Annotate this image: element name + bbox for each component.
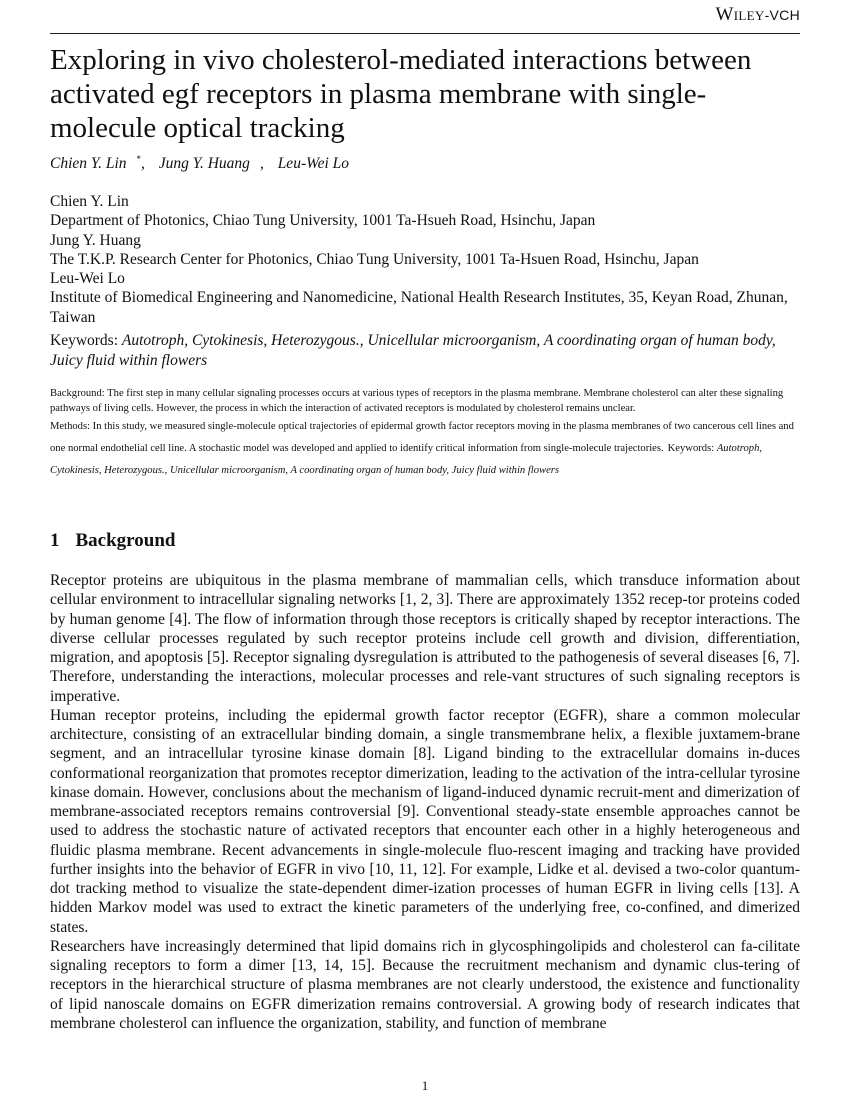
author-list	[50, 154, 369, 173]
affiliation-name: Chien Y. Lin	[50, 193, 129, 210]
paragraph: Receptor proteins are ubiquitous in the plasma membrane of mammalian cells, which transduce information about cellular environment to intracellular signaling networks [1, 2, 3]. There are approximately 1352 recep-tor proteins coded by human genome [4]. The flow of information through those receptors is critically shaped by receptor interactions. The diverse cellular processes regulated by such receptor proteins include cell growth and division, differentiation, migration, and apoptosis [5]. Receptor signaling dysregulation is attributed to the pathogenesis of several diseases [6, 7]. Therefore, understanding the interactions, molecular processes and rele-vant structures of such signaling receptors is imperative.	[50, 572, 800, 705]
publisher-logo	[716, 4, 800, 26]
section-number: 1	[50, 530, 60, 551]
abstract-keywords-text: Autotroph, Cytokinesis, Heterozygous., Unicellular microorganism, A coordinating organ of human body, Juicy fluid within flowers	[50, 443, 763, 476]
page-header	[50, 0, 800, 34]
author-name: Chien Y. Lin	[50, 155, 127, 173]
abstract-methods-block	[50, 416, 800, 482]
author: Jung Y. Huang ,	[158, 155, 264, 173]
keywords	[50, 331, 800, 370]
author: Chien Y. Lin *,	[50, 154, 145, 173]
paper-title: Exploring in vivo cholesterol-mediated interactions between activated egf receptors in plasma membrane with single-molecule optical tracking	[50, 44, 752, 144]
abstract-keywords-label: Keywords:	[667, 443, 715, 454]
keywords-text: Autotroph, Cytokinesis, Heterozygous., Unicellular microorganism, A coordinating organ of human body, Juicy fluid within flowers	[50, 332, 776, 369]
keywords-label: Keywords:	[50, 332, 119, 349]
publisher-suffix: -VCH	[764, 7, 800, 23]
affiliation-name: Leu-Wei Lo	[50, 270, 125, 288]
paragraph: Researchers have increasingly determined that lipid domains rich in glycosphingolipids and cholesterol can fa-cilitate signaling receptors to form a dimer [13, 14, 15]. Because the recruitment mechanism and dynamic clus-tering of receptors in the hierarchical structure of plasma membranes are not clearly understood, the existence and functionality of lipid nanoscale domains on EGFR dimerization remains controversial. A growing body of research indicates that membrane cholesterol can influence the organization, stability, and function of membrane	[50, 937, 800, 1032]
author	[278, 155, 359, 172]
affiliation-address: Institute of Biomedical Engineering and Nanomedicine, National Health Research Institutes, 35, Keyan Road, Zhunan, Taiwan	[50, 289, 788, 326]
corresponding-mark: *	[136, 154, 142, 164]
abstract	[50, 386, 800, 482]
section-title: Background	[75, 530, 176, 551]
publisher-name: Wiley	[715, 4, 765, 25]
page-number: 1	[421, 1078, 429, 1093]
author-name: Leu-Wei Lo	[277, 155, 350, 173]
affiliations	[50, 192, 800, 327]
abstract-background: Background: The first step in many cellular signaling processes occurs at various types of receptors in the plasma membrane. Membrane cholesterol can alter these signaling pathways of living cells. However, the process in which the interaction of activated receptors is modulated by cholesterol remains unclear.	[50, 388, 784, 414]
paragraph: Human receptor proteins, including the epidermal growth factor receptor (EGFR), share a common molecular architecture, consisting of an extracellular binding domain, a single transmembrane helix, a flexible juxtamem-brane segment, and an intracellular tyrosine kinase domain [8]. Ligand binding to the extracellular domains in-duces conformational reorganization that promotes receptor dimerization, leading to the activation of the intra-cellular tyrosine kinase domain. However, conclusions about the mechanism of ligand-induced dynamic recruit-ment and dimerization of membrane-associated receptors remains controversial [9]. Conventional steady-state ensemble approaches cannot be used to address the stochastic nature of activated receptors that encounter each other in a highly heterogeneous and fluidic plasma membrane. Recent advancements in single-molecule fluo-rescent imaging and tracking have provided further insights into the behavior of EGFR in vivo [10, 11, 12]. For example, Lidke et al. devised a two-color quantum-dot tracking method to visualize the state-dependent dimer-ization processes of human EGFR in living cells [13]. A hidden Markov model was used to extract the kinetic parameters of the underlying free, co-confined, and dimerized states.	[50, 706, 800, 936]
author-name: Jung Y. Huang	[158, 155, 250, 173]
body-text	[50, 571, 800, 1033]
affiliation-name: Jung Y. Huang	[50, 231, 141, 249]
abstract-methods: Methods: In this study, we measured single-molecule optical trajectories of epidermal growth factor receptors moving in the plasma membranes of two cancerous cell lines and one normal endothelial cell line. A stochastic model was developed and applied to identify critical information from single-molecule trajectories.	[50, 421, 794, 454]
affiliation-address: Department of Photonics, Chiao Tung University, 1001 Ta-Hsueh Road, Hsinchu, Japan	[50, 212, 596, 230]
affiliation-address: The T.K.P. Research Center for Photonics, Chiao Tung University, 1001 Ta-Hsuen Road, Hsinchu, Japan	[50, 250, 699, 268]
section-heading	[50, 530, 175, 552]
